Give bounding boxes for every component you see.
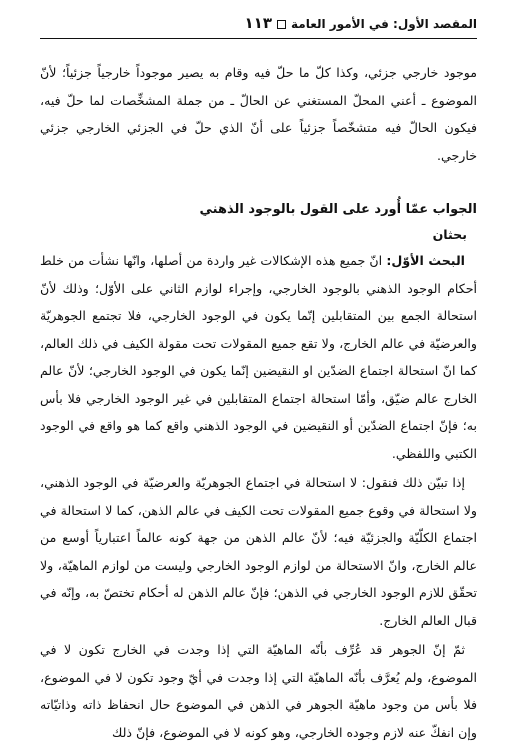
intro-paragraph: موجود خارجي جزئي، وكذا كلّ ما حلّ فيه وقام به يصير موجوداً خارجياً جزئياً؛ لأنّ الموضوع ـ أعني المحلّ المستغني عن الحالّ ـ من جملة المشخِّصات لما حلّ فيه، فيكون الحالّ فيه متشخّصاً جزئياً على أنّ الذي حلّ في الجزئي الخارجي جزئي خارجي. [40,65,477,163]
section1-text: انّ جميع هذه الإشكالات غير واردة من أصلها، وانّها نشأت من خلط أحكام الوجود الذهني بالوجود الخارجي، وإجراء لوازم الثاني على الأوّل؛ وذلك لأنّ استحالة الجمع بين المتقابلين إنّما يكون في الوجود الخارجي، فلا تجتمع الجوهريّة والعرضيّة في عالم الخارج، ولا تقع جميع المقولات تحت مقولة الكيف في ذلك العالم، كما انّ استحالة اجتماع الضدّين او النقيضين إنّما يكون في الوجود الخارجي؛ لأنّ عالم الخارج عالم ضيّق، وأمّا استحالة اجتماع المتقابلين في غير الوجود الخارجي فلا بأس به؛ فإنّ اجتماع الضدّين أو النقيضين في الوجود الذهني واقع كما هو واقع في الوجود الكتبي واللفظي. [40,253,477,461]
section-heading: الجواب عمّا أُورد على القول بالوجود الذهني [199,202,477,217]
paragraph-3: ثمّ إنّ الجوهر قد عُرِّف بأنّه الماهيّة التي إذا وجدت في الخارج تكون لا في الموضوع، ولم يُعرَّف بأنّه الماهيّة التي إذا وجدت في أيّ وجود تكون لا في الموضوع، فلا بأس من وجود ماهيّة الجوهر في الذهن في الموضوع حال انحفاظ ذاته وذاتيّاته وإن انفكّ عنه لازم وجوده الخارجي، وهو كونه لا في الموضوع، فإنّ ذلك [40,642,477,740]
section1-paragraph [40,247,477,467]
paragraph-2: إذا تبيّن ذلك فنقول: لا استحالة في اجتماع الجوهريّة والعرضيّة في الوجود الذهني، ولا استحالة في وقوع جميع المقولات تحت الكيف في عالم الذهن، كما لا استحالة في اجتماع الكلّيّة والجزئيّة فيه؛ لأنّ عالم الذهن من جهة كونه عالماً اعتبارياً أوسع من عالم الخارج، وانّ الاستحالة من لوازم الوجود الخارجي وليست من لوازم الماهيّة، ولا تحقّق للازم الوجود الخارجي في الذهن؛ فإنّ عالم الذهن له أحكام تختصّ به، وإنّه في قبال العالم الخارج. [40,475,477,628]
header-title [245,14,477,32]
header-separator-icon [277,20,286,29]
page-number: ١١٣ [244,14,272,32]
section-subheading: بحثان [432,227,467,242]
running-header [40,14,477,32]
header-title-text: المقصد الأول: في الأمور العامة [291,17,477,31]
section1-lead: البحث الأوّل: [386,253,465,268]
header-divider [40,38,477,39]
